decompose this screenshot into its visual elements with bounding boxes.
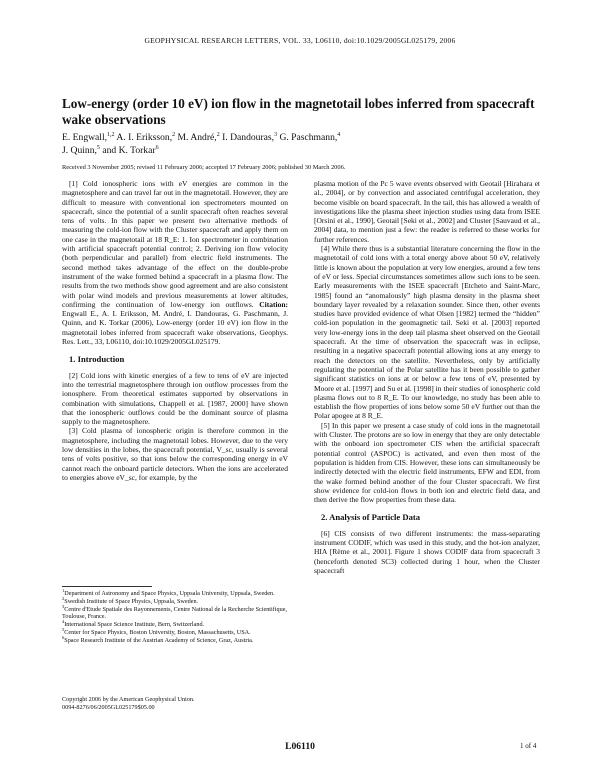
- affiliation-mark: 1,2: [107, 131, 115, 138]
- author: A. I. Eriksson,: [116, 132, 173, 143]
- page-count: 1 of 4: [520, 742, 537, 750]
- footnote: [62, 587, 288, 598]
- paragraph-number: [2]: [69, 370, 78, 380]
- footnote-text: International Space Science Institute, Bern, Switzerland.: [64, 621, 205, 629]
- copyright-block: [62, 696, 288, 711]
- paper-title: Low-energy (order 10 eV) ion flow in the magnetotail lobes inferred from spacecraft wake observations: [62, 96, 535, 127]
- section-heading-introduction: 1. Introduction: [69, 354, 125, 365]
- affiliation-mark: 2: [216, 131, 220, 138]
- paragraph-number: [6]: [321, 528, 330, 538]
- received-dates: Received 3 November 2005; revised 11 February 2006; accepted 17 February 2006; published 30 March 2006.: [62, 164, 346, 171]
- footnote: [62, 595, 288, 606]
- paragraph-text: While there thus is a substantial literature concerning the flow in the magnetotail of cold ions with a total energy above about 50 eV, relatively little is known about the population at very low energies, around a few tens of eV or less. Special circumstances sometimes allow such ions to be seen. Early measurements with the ISEE spacecraft [Etcheto and Saint-Marc, 1985] found an “anomalously” high plasma density in the plasma sheet boundary layer revealed by a relaxation sounder. Since then, other events studies have provided evidence of what Olsen [1982] termed the “hidden” cold-ion population in the geomagnetic tail. Seki et al. [2003] reported very low-energy ions in the deep tail plasma sheet observed on the Geotail spacecraft. At the time of observation the spacecraft was in eclipse, resulting in a negative spacecraft potential allowing ions at any energy to reach the detectors on the satellite. Nevertheless, only by artificially regulating the potential of the Polar satellite has it been possible to gather significant statistics on ions at or below a few tens of eV, presented by Moore et al. [1997] and Su et al. [1998] in their studies of ionospheric cold plasma flows out to 8 R_E. To our knowledge, no study has been able to establish the flow properties of ions below some 50 eV further out than the Polar apogee at 8 R_E.: [314, 244, 540, 421]
- paragraph-number: [4]: [321, 244, 330, 254]
- paragraph-text: CIS consists of two different instruments: the mass-separating instrument CODIF, which was used in this study, and the hot-ion analyzer, HIA [Rème et al., 2001]. Figure 1 shows CODIF data from spacecraft 3 (henceforth denoted SC3) collected during 1 hour, when the Cluster spacecraft: [314, 528, 541, 575]
- footnote: [62, 621, 288, 629]
- author-list: [62, 131, 542, 157]
- section-heading-analysis: 2. Analysis of Particle Data: [321, 512, 421, 523]
- paragraph-text: Cold plasma of ionospheric origin is therefore common in the magnetosphere, including the magnetotail lobes. However, due to the very low densities in the lobes, the spacecraft potential, V_sc, usually is several tens of volts positive, so that ions below the corresponding energy in eV cannot reach the onboard particle detectors. When the ions are accelerated to energies above eV_sc, for example, by the: [62, 426, 289, 482]
- paragraph-2: [62, 371, 288, 427]
- footnote-text: Swedish Institute of Space Physics, Uppsala, Sweden.: [64, 597, 199, 605]
- footnote-mark: 1: [62, 587, 65, 593]
- author: and K. Torkar: [102, 145, 156, 156]
- paragraph-number: [3]: [69, 426, 78, 436]
- footnote-text: Center for Space Physics, Boston University, Boston, Massachusetts, USA.: [64, 629, 251, 637]
- article-id: L06110: [285, 741, 315, 752]
- abstract-text: Cold ionospheric ions with eV energies are common in the magnetosphere and can travel far out in the magnetotail. However, they are difficult to measure with conventional ion spectrometers mounted on spacecraft, since the potential of a sunlit spacecraft often reaches several tens of volts. In this paper we present two alternative methods of measuring the cold-ion flow with the Cluster spacecraft and apply them on one case in the magnetotail at 18 R_E: 1. Ion spectrometer in combination with artificial spacecraft potential control; 2. Deriving ion flow velocity (both perpendicular and parallel) from electric field instruments. The second method takes advantage of the effect on the double-probe instrument of the wake formed behind a spacecraft in a plasma flow. The results from the two methods show good agreement and are also consistent with polar wind models and previous measurements at lower altitudes, confirming the continuation of low-energy ion outflows.: [62, 179, 289, 309]
- author: G. Paschmann,: [279, 132, 338, 143]
- paragraph-4: [314, 244, 540, 421]
- paragraph-number: [5]: [321, 420, 330, 430]
- affiliation-mark: 5: [96, 144, 100, 151]
- running-head: GEOPHYSICAL RESEARCH LETTERS, VOL. 33, L06110, doi:10.1029/2005GL025179, 2006: [144, 36, 456, 45]
- paragraph-text: In this paper we present a case study of cold ions in the magnetotail with Cluster. The protons are so low in energy that they are only detectable with the onboard ion spectrometer CIS when the artificial spacecraft potential control (ASPOC) is activated, and even then most of the population is hidden from CIS. However, these ions can simultaneously be indirectly detected with the electric field instruments, EFW and EDI, from the wake formed behind another of the four Cluster spacecraft. We first show evidence for cold-ion flows in both ion and electric field data, and then derive the flow properties from these data.: [314, 420, 541, 505]
- footnote-mark: 4: [62, 619, 65, 625]
- paragraph-continued: plasma motion of the Pc 5 wave events observed with Geotail [Hirahara et al., 2004], or by convection and associated centrifugal acceleration, they become visible on board spacecraft. In the tail, this has allowed a wealth of investigations like the plasma sheet injection studies using data from ISEE [Orsini et al., 1990], Geotail [Seki et al., 2002] and Cluster [Sauvaud et al., 2004] data, to mention just a few: the reader is referred to these works for further references.: [314, 179, 540, 244]
- issn-line: 0094-8276/06/2005GL025179$05.00: [62, 703, 155, 711]
- paragraph-6: [314, 529, 540, 575]
- affiliation-mark: 6: [155, 144, 159, 151]
- affiliation-mark: 2: [172, 131, 176, 138]
- paragraph-3: [62, 426, 288, 482]
- affiliation-mark: 4: [337, 131, 341, 138]
- author: J. Quinn,: [62, 145, 97, 156]
- affiliation-mark: 3: [274, 131, 278, 138]
- footnote-mark: 5: [62, 627, 65, 633]
- footnote-mark: 2: [62, 595, 65, 601]
- footnote-text: Department of Astronomy and Space Physics, Uppsala University, Uppsala, Sweden.: [64, 590, 275, 597]
- footnote-divider: [62, 586, 152, 587]
- footnote: [62, 603, 288, 621]
- affiliation-footnotes: [62, 587, 288, 645]
- paragraph-text: Cold ions with kinetic energies of a few to tens of eV are injected into the terrestrial magnetosphere through ion outflow processes from the ionosphere. From theoretical estimates supported by observations in combination with simulations, Chappell et al. [1987, 2000] have shown that the ionospheric outflows could be the dominant source of plasma supply to the magnetosphere.: [62, 370, 289, 427]
- left-column: [62, 179, 288, 482]
- copyright-line: Copyright 2006 by the American Geophysical Union.: [62, 696, 195, 703]
- right-column: [314, 179, 540, 575]
- paragraph-number: [1]: [69, 179, 78, 188]
- author: E. Engwall,: [62, 132, 108, 143]
- author: I. Dandouras,: [222, 132, 275, 143]
- footnote-text: Centre d'Etude Spatiale des Rayonnements, Centre National de la Recherche Scientifique, Toulouse, France.: [62, 605, 288, 621]
- paragraph-5: [314, 421, 540, 505]
- author: M. André,: [177, 132, 217, 143]
- citation-label: Citation:: [259, 299, 288, 309]
- footnote-mark: 6: [62, 634, 65, 640]
- abstract: [62, 179, 288, 346]
- footnote: [62, 629, 288, 637]
- footnote-text: Space Research Institute of the Austrian Academy of Science, Graz, Austria.: [64, 637, 254, 645]
- footnote: [62, 634, 288, 645]
- footnote-mark: 3: [62, 603, 65, 609]
- citation-text: Engwall E., A. I. Eriksson, M. André, I. Dandouras, G. Paschmann, J. Quinn, and K. Torkar (2006), Low-energy (order 10 eV) ion flow in the magnetotail lobes inferred from spacecraft wake observations, Geophys. Res. Lett., 33, L06110, doi:10.1029/2005GL025179.: [62, 309, 288, 347]
